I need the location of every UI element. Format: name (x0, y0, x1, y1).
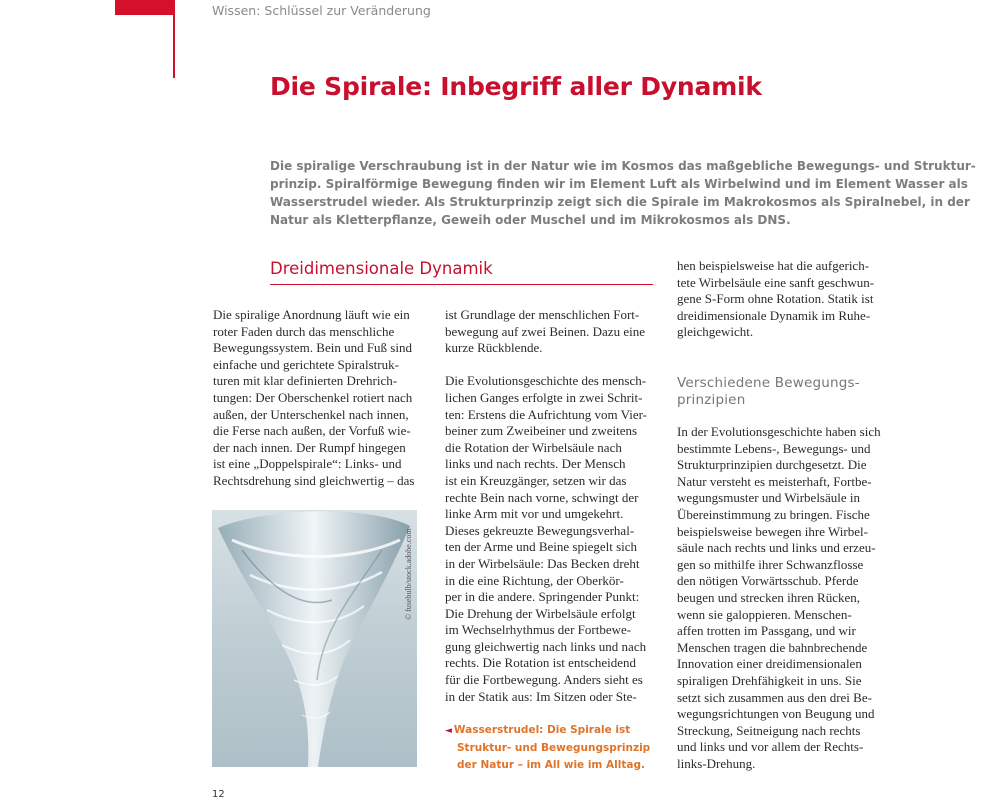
body-line: dreidimensionale Dynamik im Ruhe- (677, 307, 871, 323)
body-line: Dieses gekreuzte Bewegungsverhal- (445, 522, 635, 538)
caption-line: der Natur – im All wie im Alltag. (457, 759, 645, 771)
body-line: ten der Arme und Beine spiegelt sich (445, 539, 638, 555)
body-line: Strukturprinzipien durchgesetzt. Die (677, 457, 867, 473)
page-number: 12 (212, 789, 225, 800)
body-line: einfache und gerichtete Spiralstruk- (213, 356, 399, 372)
body-line: per in die andere. Springender Punkt: (445, 589, 640, 605)
body-line: Rechtsdrehung sind gleichwertig – das (213, 472, 415, 488)
caption-text: Wasserstrudel: Die Spirale ist (453, 724, 631, 736)
body-line: hen beispielsweise hat die aufgerich- (677, 258, 870, 273)
body-line: Die spiralige Anordnung läuft wie ein (213, 307, 410, 322)
body-line: ist ein Kreuzgänger, setzen wir das (445, 472, 627, 488)
figure-caption (445, 722, 665, 774)
body-column-3-bottom (677, 424, 887, 772)
body-line: gleichgewicht. (677, 324, 754, 340)
running-head: Wissen: Schlüssel zur Veränderung (212, 3, 431, 18)
body-line: beugen und strecken ihren Rücken, (677, 589, 861, 605)
body-line: setzt sich zusammen aus den drei Be- (677, 689, 872, 705)
body-line: säule nach rechts und links und erzeu- (677, 540, 876, 556)
body-line: In der Evolutionsgeschichte haben sich (677, 424, 881, 439)
page-title: Die Spirale: Inbegriff aller Dynamik (270, 72, 762, 101)
body-column-1 (213, 307, 423, 490)
body-line: wenn sie galoppieren. Menschen- (677, 606, 852, 622)
body-line: beiner zum Zweibeiner und zweitens (445, 423, 638, 439)
body-line: Menschen tragen die bahnbrechende (677, 639, 868, 655)
body-line: ist eine „Doppelspirale“: Links- und (213, 456, 402, 472)
lead-paragraph (270, 157, 976, 229)
body-line: linke Arm mit vor und umgekehrt. (445, 506, 624, 522)
body-line: die Ferse nach außen, der Vorfuß wie- (213, 423, 411, 439)
whirlpool-illustration (212, 510, 417, 767)
section-heading: Dreidimensionale Dynamik (270, 259, 493, 278)
subsection-heading-line: Verschiedene Bewegungs- (677, 375, 860, 391)
body-line: der nach innen. Der Rumpf hingegen (213, 439, 406, 455)
body-line: gene S-Form ohne Rotation. Statik ist (677, 291, 874, 307)
body-line: beispielsweise bewegen ihre Wirbel- (677, 523, 868, 539)
body-line: Übereinstimmung zu bringen. Fische (677, 506, 870, 522)
body-line: Die Evolutionsgeschichte des mensch- (445, 373, 647, 389)
body-line: außen, der Unterschenkel nach innen, (213, 406, 409, 422)
whirlpool-photo (212, 510, 417, 767)
body-line: roter Faden durch das menschliche (213, 323, 395, 339)
header-red-tab (115, 0, 175, 15)
caption-arrow-icon: ◄ (445, 726, 452, 736)
body-paragraph (445, 373, 655, 705)
body-line: in die eine Richtung, der Oberkör- (445, 572, 624, 588)
body-line: Streckung, Seitneigung nach rechts (677, 722, 861, 738)
lead-line: Die spiralige Verschraubung ist in der Natur wie im Kosmos das maßgebliche Bewegungs- und Struktur- (270, 159, 976, 173)
photo-credit: © fusebulb/stock.adobe.com (404, 528, 413, 620)
body-line: gung gleichwertig nach links und nach (445, 638, 647, 654)
body-line: rechts. Die Rotation ist entscheidend (445, 655, 636, 671)
lead-line: Natur als Kletterpflanze, Geweih oder Muschel und im Mikrokosmos als DNS. (270, 213, 791, 227)
body-line: tungen: Der Oberschenkel rotiert nach (213, 389, 413, 405)
body-line: kurze Rückblende. (445, 340, 543, 356)
lead-line: prinzip. Spiralförmige Bewegung finden wir im Element Luft als Wirbelwind und im Element Wasser als (270, 177, 968, 191)
body-line: bestimmte Lebens-, Bewegungs- und (677, 440, 871, 456)
body-line: in der Statik aus: Im Sitzen oder Ste- (445, 688, 637, 704)
lead-line: Wasserstrudel wieder. Als Strukturprinzip zeigt sich die Spirale im Makrokosmos als Spiralnebel, in der (270, 195, 970, 209)
body-line: bewegung auf zwei Beinen. Dazu eine (445, 323, 645, 339)
body-line: im Wechselrhythmus der Fortbewe- (445, 622, 632, 638)
body-line: Innovation einer dreidimensionalen (677, 656, 862, 672)
body-line: lichen Ganges erfolgte in zwei Schrit- (445, 389, 643, 405)
body-line: Die Drehung der Wirbelsäule erfolgt (445, 605, 636, 621)
body-line: rechte Bein nach vorne, schwingt der (445, 489, 639, 505)
header-red-rule (173, 0, 175, 78)
body-line: Natur versteht es meisterhaft, Fortbe- (677, 473, 872, 489)
caption-line (445, 722, 665, 740)
subsection-heading-line: prinzipien (677, 392, 746, 408)
body-line: wegungsmuster und Wirbelsäule in (677, 490, 861, 506)
body-line: und links und vor allem der Rechts- (677, 739, 864, 755)
body-line: ten: Erstens die Aufrichtung vom Vier- (445, 406, 647, 422)
subsection-heading (677, 375, 860, 409)
body-line: links-Drehung. (677, 755, 756, 771)
body-line: Bewegungssystem. Bein und Fuß sind (213, 340, 412, 356)
body-line: links und nach rechts. Der Mensch (445, 456, 626, 472)
body-line: die Rotation der Wirbelsäule nach (445, 439, 622, 455)
body-line: wegungsrichtungen von Beugung und (677, 706, 875, 722)
body-line: für die Fortbewegung. Anders sieht es (445, 672, 643, 688)
body-line: tete Wirbelsäule eine sanft geschwun- (677, 274, 875, 290)
body-line: ist Grundlage der menschlichen Fort- (445, 307, 640, 322)
body-line: gen so mithilfe ihrer Schwanzflosse (677, 556, 864, 572)
body-line: turen mit klar definierten Drehrich- (213, 373, 398, 389)
body-line: den nötigen Vorwärtsschub. Pferde (677, 573, 859, 589)
body-line: in der Wirbelsäule: Das Becken dreht (445, 555, 640, 571)
caption-line: Struktur- und Bewegungsprinzip (457, 742, 651, 754)
body-column-2 (445, 307, 655, 705)
body-line: spiraligen Drehfähigkeit in uns. Sie (677, 672, 862, 688)
body-column-3-top (677, 258, 887, 341)
section-heading-rule (270, 284, 653, 285)
body-line: affen trotten im Passgang, und wir (677, 623, 856, 639)
